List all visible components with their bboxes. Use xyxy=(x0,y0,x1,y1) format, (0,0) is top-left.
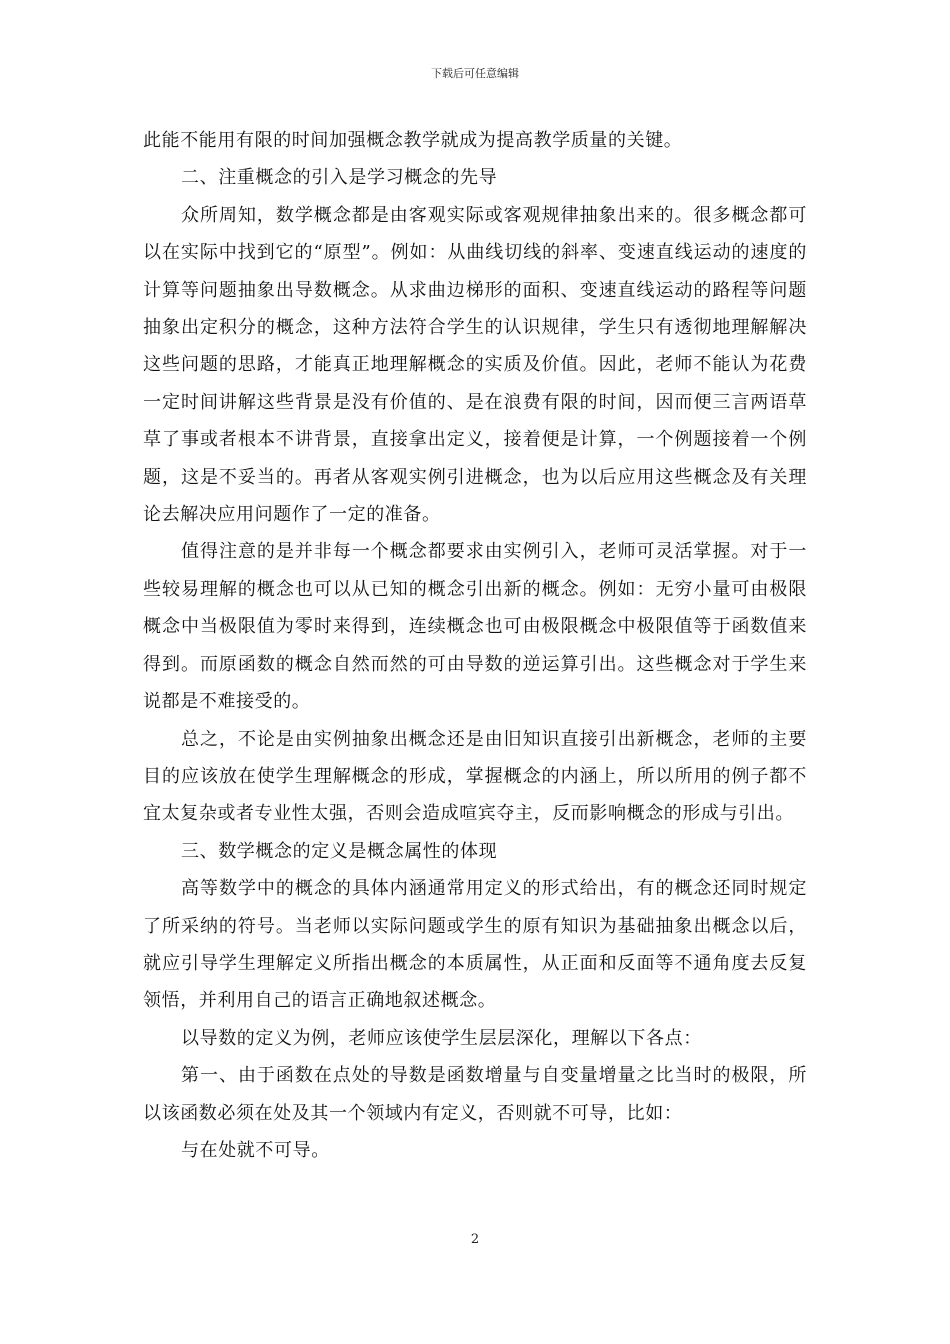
paragraph: 以导数的定义为例，老师应该使学生层层深化，理解以下各点： xyxy=(181,1027,702,1049)
paragraph: 总之，不论是由实例抽象出概念还是由旧知识直接引出新概念，老师的主要目的应该放在使学生理解概念的形成，掌握概念的内涵上，所以所用的例子都不宜太复杂或者专业性太强，否则会造成喧宾夺主，反而影响概念的形成与引出。 xyxy=(143,728,807,825)
document-body xyxy=(143,122,807,1169)
paragraph: 高等数学中的概念的具体内涵通常用定义的形式给出，有的概念还同时规定了所采纳的符号。当老师以实际问题或学生的原有知识为基础抽象出概念以后，就应引导学生理解定义所指出概念的本质属性，从正面和反面等不通角度去反复领悟，并利用自己的语言正确地叙述概念。 xyxy=(143,878,807,1012)
section-heading: 三、数学概念的定义是概念属性的体现 xyxy=(181,840,498,862)
paragraph: 众所周知，数学概念都是由客观实际或客观规律抽象出来的。很多概念都可以在实际中找到它的“原型”。例如：从曲线切线的斜率、变速直线运动的速度的计算等问题抽象出导数概念。从求曲边梯形的面积、变速直线运动的路程等问题抽象出定积分的概念，这种方法符合学生的认识规律，学生只有透彻地理解解决这些问题的思路，才能真正地理解概念的实质及价值。因此，老师不能认为花费一定时间讲解这些背景是没有价值的、是在浪费有限的时间，因而便三言两语草草了事或者根本不讲背景，直接拿出定义，接着便是计算，一个例题接着一个例题，这是不妥当的。再者从客观实例引进概念，也为以后应用这些概念及有关理论去解决应用问题作了一定的准备。 xyxy=(143,204,807,526)
header-text: 下载后可任意编辑 xyxy=(431,67,519,80)
page-header xyxy=(0,66,950,82)
paragraph: 此能不能用有限的时间加强概念教学就成为提高教学质量的关键。 xyxy=(143,130,683,151)
section-heading: 二、注重概念的引入是学习概念的先导 xyxy=(181,167,498,189)
paragraph: 值得注意的是并非每一个概念都要求由实例引入，老师可灵活掌握。对于一些较易理解的概念也可以从已知的概念引出新的概念。例如：无穷小量可由极限概念中当极限值为零时来得到，连续概念也可由极限概念中极限值等于函数值来得到。而原函数的概念自然而然的可由导数的逆运算引出。这些概念对于学生来说都是不难接受的。 xyxy=(143,541,807,713)
paragraph: 第一、由于函数在点处的导数是函数增量与自变量增量之比当时的极限，所以该函数必须在处及其一个领域内有定义，否则就不可导，比如： xyxy=(143,1065,807,1124)
page-footer xyxy=(0,1232,950,1248)
page-number: 2 xyxy=(470,1232,480,1247)
paragraph: 与在处就不可导。 xyxy=(181,1139,330,1161)
